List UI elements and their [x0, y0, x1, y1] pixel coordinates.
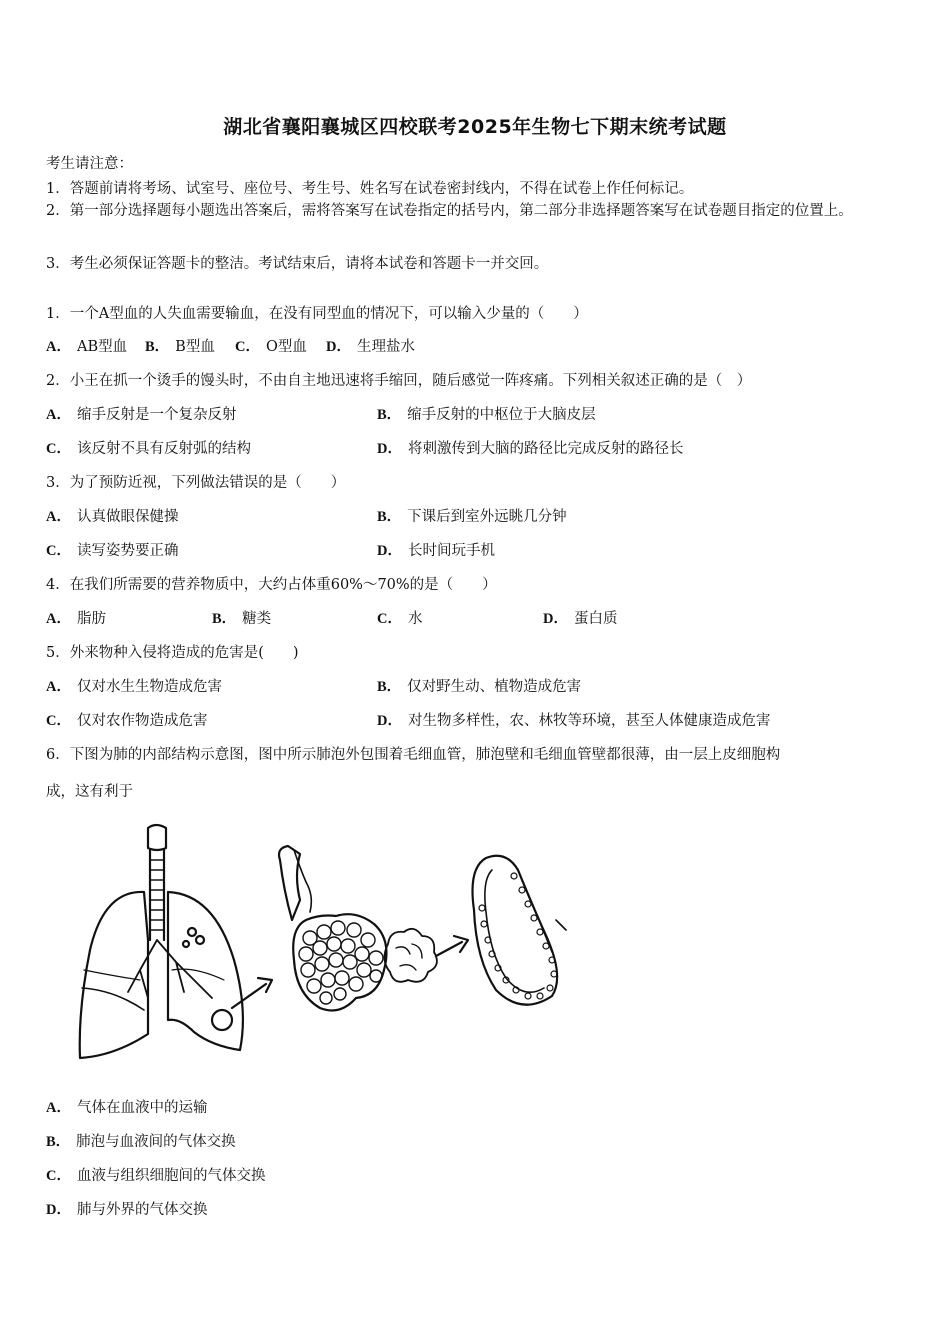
question-3-stem: 3．为了预防近视，下列做法错误的是（ ）: [46, 475, 346, 491]
notice-item-2: 2．第一部分选择题每小题选出答案后，需将答案写在试卷指定的括号内，第二部分非选择题答案写在试卷题目指定的位置上。: [46, 203, 853, 219]
option-label: C．: [46, 543, 71, 559]
q2-option-a: [46, 403, 236, 424]
notice-item-3: 3．考生必须保证答题卡的整洁。考试结束后，请将本试卷和答题卡一并交回。: [46, 256, 549, 272]
option-text: 对生物多样性，农、林牧等环境，甚至人体健康造成危害: [407, 713, 771, 729]
q6-option-d: [46, 1198, 207, 1219]
q3-option-d: [377, 539, 495, 560]
option-label: B．: [212, 611, 237, 627]
option-text: AB型血: [76, 339, 128, 355]
option-text: 缩手反射的中枢位于大脑皮层: [407, 407, 596, 423]
option-text: 仅对水生生物造成危害: [76, 679, 222, 695]
question-2-stem: 2．小王在抓一个烫手的馒头时，不由自主地迅速将手缩回，随后感觉一阵疼痛。下列相关叙述正确的是（ ）: [46, 373, 752, 389]
option-text: 读写姿势要正确: [76, 543, 179, 559]
alveoli-highlight-circle: [212, 1010, 232, 1030]
option-label: D．: [377, 713, 402, 729]
option-text: 将刺激传到大脑的路径比完成反射的路径长: [407, 441, 684, 457]
trachea: [148, 825, 166, 940]
option-text: O型血: [265, 339, 307, 355]
q1-option-d: [326, 335, 415, 356]
option-text: 长时间玩手机: [407, 543, 495, 559]
option-label: D．: [543, 611, 568, 627]
question-5-stem: 5．外来物种入侵将造成的危害是( ): [46, 645, 299, 661]
option-text: 下课后到室外远眺几分钟: [407, 509, 567, 525]
option-label: D．: [46, 1202, 71, 1218]
option-label: D．: [326, 339, 351, 355]
option-text: 仅对野生动、植物造成危害: [407, 679, 582, 695]
option-text: 认真做眼保健操: [76, 509, 179, 525]
lung-structure-diagram: [44, 820, 574, 1070]
alveolar-cluster: [279, 846, 437, 1010]
option-label: A．: [46, 611, 71, 627]
zoom-arrow-2: [436, 936, 468, 956]
q6-option-a: [46, 1096, 207, 1117]
q2-option-c: [46, 437, 251, 458]
page-title: 湖北省襄阳襄城区四校联考2025年生物七下期末统考试题: [223, 116, 727, 138]
q2-option-b: [377, 403, 596, 424]
question-6-stem-line1: 6．下图为肺的内部结构示意图，图中所示肺泡外包围着毛细血管，肺泡壁和毛细血管壁都很薄，由一层上皮细胞构: [46, 747, 781, 763]
question-4-stem: 4．在我们所需要的营养物质中，大约占体重60%～70%的是（ ）: [46, 577, 497, 593]
option-text: 水: [407, 611, 423, 627]
option-text: 脂肪: [76, 611, 106, 627]
q3-option-a: [46, 505, 178, 526]
q5-option-b: [377, 675, 581, 696]
q2-option-d: [377, 437, 683, 458]
notice-item-1: 1．答题前请将考场、试室号、座位号、考生号、姓名写在试卷密封线内，不得在试卷上作任何标记。: [46, 181, 694, 197]
notice-heading: 考生请注意：: [46, 156, 133, 172]
question-6-stem-line2: 成，这有利于: [46, 784, 133, 800]
q1-option-c: [235, 335, 307, 356]
q1-option-a: [46, 335, 127, 356]
q4-option-b: [212, 607, 271, 628]
option-label: A．: [46, 679, 71, 695]
q5-option-a: [46, 675, 222, 696]
q3-option-b: [377, 505, 567, 526]
q4-option-c: [377, 607, 422, 628]
q6-option-c: [46, 1164, 265, 1185]
option-label: B．: [145, 339, 170, 355]
option-label: C．: [46, 713, 71, 729]
option-text: 蛋白质: [573, 611, 618, 627]
option-label: C．: [377, 611, 402, 627]
option-label: B．: [377, 407, 402, 423]
alveolus-capillary: [473, 856, 567, 1005]
zoom-arrow-1: [232, 978, 272, 1008]
option-label: C．: [235, 339, 260, 355]
option-text: 生理盐水: [356, 339, 415, 355]
question-1-stem: 1．一个A型血的人失血需要输血，在没有同型血的情况下，可以输入少量的（ ）: [46, 306, 588, 322]
q4-option-d: [543, 607, 617, 628]
q4-option-a: [46, 607, 106, 628]
option-label: D．: [377, 543, 402, 559]
option-label: B．: [46, 1134, 71, 1150]
option-label: D．: [377, 441, 402, 457]
option-label: C．: [46, 1168, 71, 1184]
option-text: 缩手反射是一个复杂反射: [76, 407, 237, 423]
option-text: B型血: [175, 339, 215, 355]
q3-option-c: [46, 539, 178, 560]
option-text: 糖类: [242, 611, 272, 627]
option-text: 该反射不具有反射弧的结构: [76, 441, 251, 457]
option-label: A．: [46, 339, 71, 355]
option-label: C．: [46, 441, 71, 457]
q5-option-d: [377, 709, 770, 730]
option-label: B．: [377, 509, 402, 525]
q1-option-b: [145, 335, 215, 356]
option-label: A．: [46, 1100, 71, 1116]
option-label: A．: [46, 407, 71, 423]
q5-option-c: [46, 709, 207, 730]
option-label: A．: [46, 509, 71, 525]
option-text: 血液与组织细胞间的气体交换: [76, 1168, 266, 1184]
option-text: 肺与外界的气体交换: [76, 1202, 208, 1218]
option-text: 气体在血液中的运输: [76, 1100, 208, 1116]
option-label: B．: [377, 679, 402, 695]
option-text: 仅对农作物造成危害: [76, 713, 208, 729]
option-text: 肺泡与血液间的气体交换: [76, 1134, 236, 1150]
q6-option-b: [46, 1130, 236, 1151]
